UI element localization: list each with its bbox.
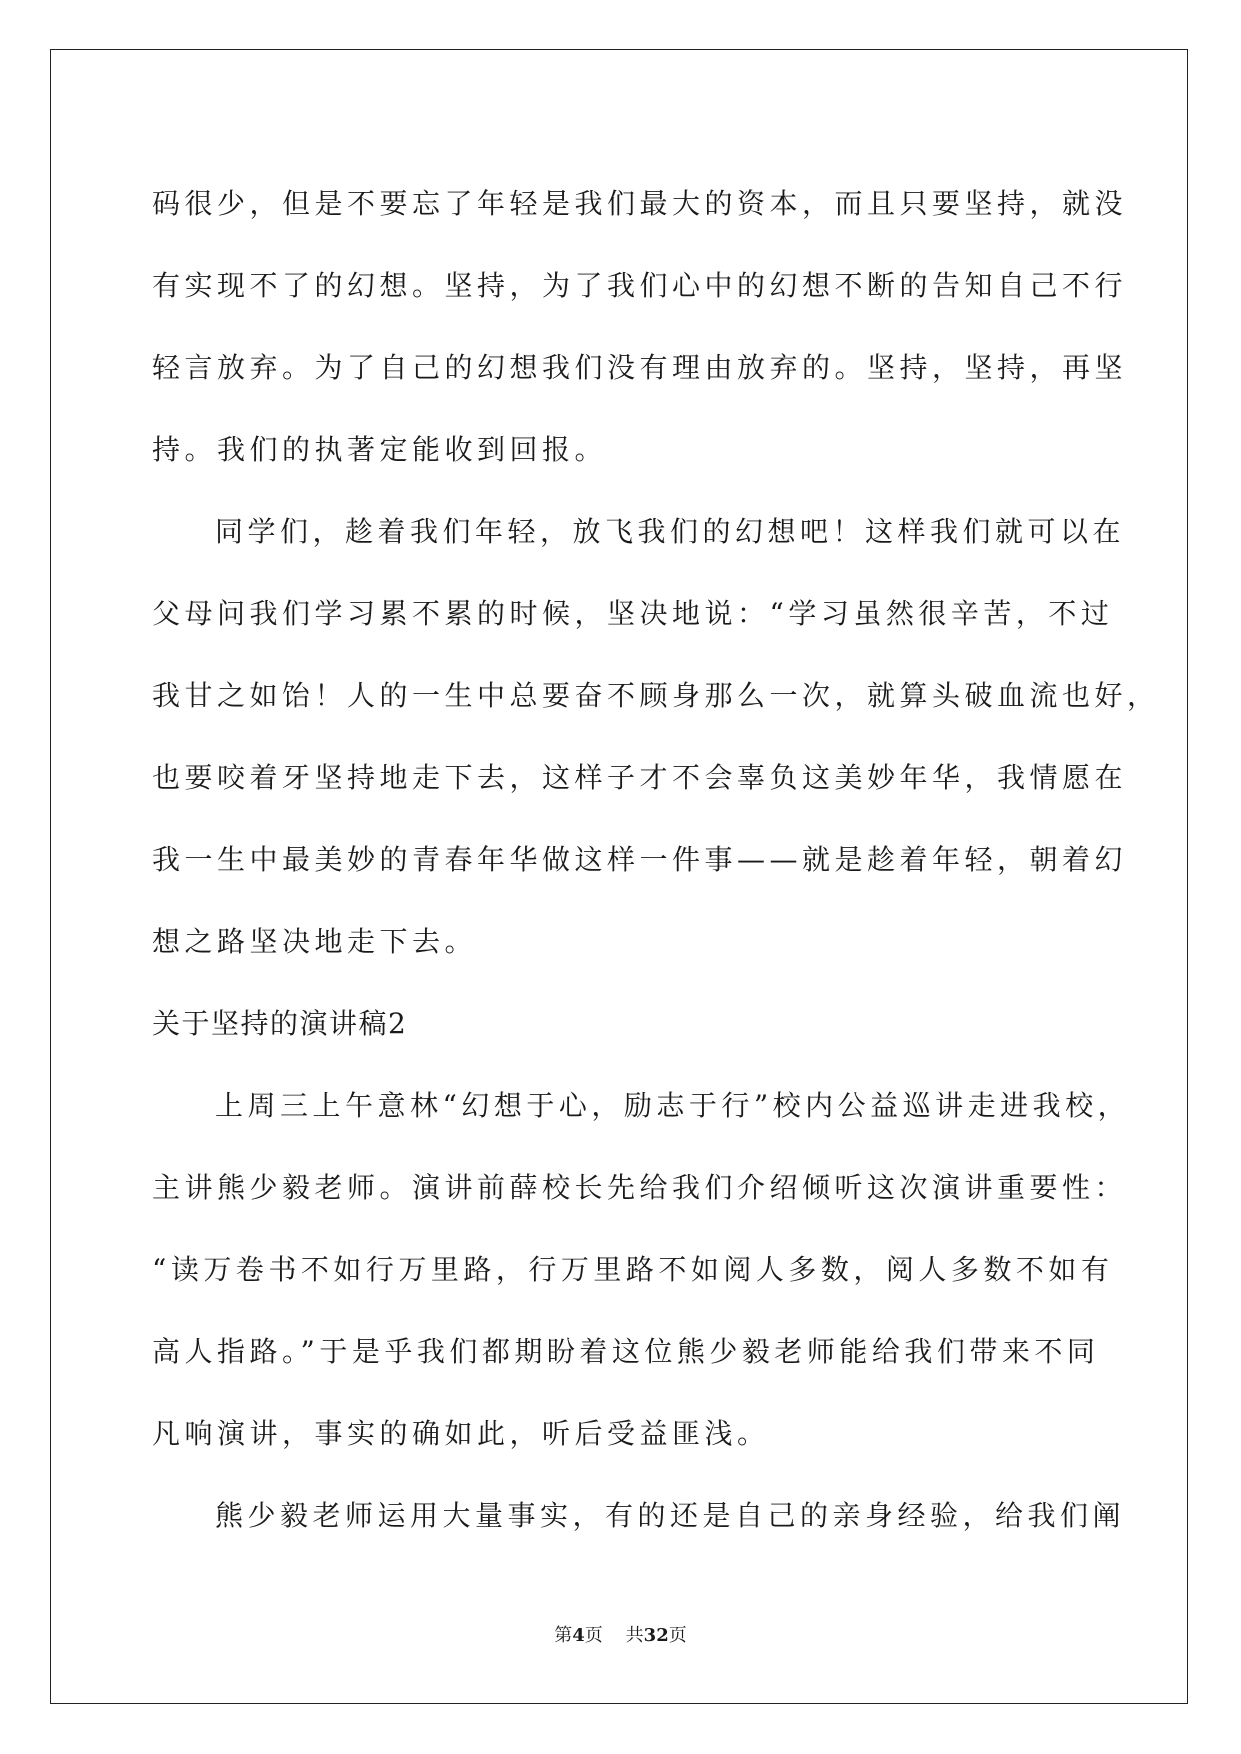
- text-line: 我甘之如饴！人的一生中总要奋不顾身那么一次，就算头破血流也好，: [152, 679, 1160, 712]
- text-line: 也要咬着牙坚持地走下去，这样子才不会辜负这美妙年华，我情愿在: [152, 761, 1128, 794]
- section-heading: 关于坚持的演讲稿2: [152, 1007, 408, 1040]
- document-body: [152, 163, 1160, 1557]
- total-pages-number: 32: [643, 1625, 669, 1646]
- footer-suffix: 页: [668, 1625, 687, 1646]
- text-line: 有实现不了的幻想。坚持，为了我们心中的幻想不断的告知自己不行: [152, 269, 1128, 302]
- text-line: 码很少，但是不要忘了年轻是我们最大的资本，而且只要坚持，就没: [152, 187, 1128, 220]
- page-footer: [0, 1624, 1241, 1648]
- text-line: “读万卷书不如行万里路，行万里路不如阅人多数，阅人多数不如有: [152, 1253, 1114, 1286]
- paragraph-start: 同学们，趁着我们年轻，放飞我们的幻想吧！这样我们就可以在: [215, 515, 1126, 548]
- paragraph-start: 上周三上午意林“幻想于心，励志于行”校内公益巡讲走进我校，: [215, 1089, 1131, 1122]
- current-page-number: 4: [572, 1625, 585, 1646]
- text-line: 持。我们的执著定能收到回报。: [152, 433, 608, 466]
- text-line: 我一生中最美妙的青春年华做这样一件事——就是趁着年轻，朝着幻: [152, 843, 1128, 876]
- text-line: 主讲熊少毅老师。演讲前薛校长先给我们介绍倾听这次演讲重要性：: [152, 1171, 1128, 1204]
- text-line: 父母问我们学习累不累的时候，坚决地说：“学习虽然很辛苦，不过: [152, 597, 1114, 630]
- text-line: 高人指路。”于是乎我们都期盼着这位熊少毅老师能给我们带来不同: [152, 1335, 1100, 1368]
- paragraph-start: 熊少毅老师运用大量事实，有的还是自己的亲身经验，给我们阐: [215, 1499, 1126, 1532]
- footer-prefix: 第: [554, 1625, 573, 1646]
- text-line: 想之路坚决地走下去。: [152, 925, 478, 958]
- text-line: 轻言放弃。为了自己的幻想我们没有理由放弃的。坚持，坚持，再坚: [152, 351, 1128, 384]
- footer-middle: 页 共: [584, 1625, 644, 1646]
- text-line: 凡响演讲，事实的确如此，听后受益匪浅。: [152, 1417, 770, 1450]
